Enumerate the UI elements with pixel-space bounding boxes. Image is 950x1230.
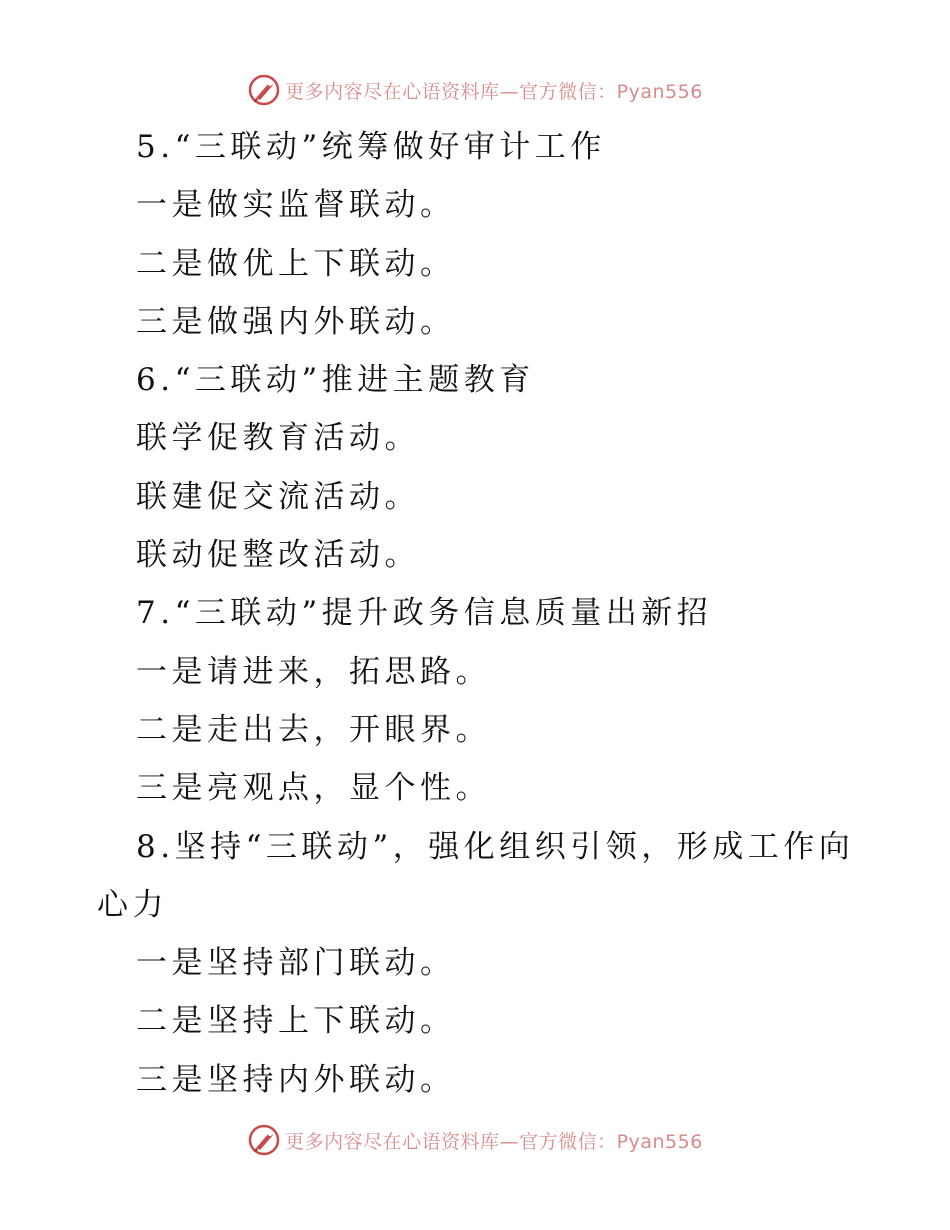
list-item: 一是做实监督联动。 <box>136 187 456 224</box>
watermark-text: 更多内容尽在心语资料库—官方微信：Pyan556 <box>285 1130 703 1153</box>
section-heading-8: 8.坚持“三联动”，强化组织引领，形成工作向 <box>136 828 855 865</box>
list-item: 三是做强内外联动。 <box>136 303 456 340</box>
section-heading-6: 6.“三联动”推进主题教育 <box>136 362 535 399</box>
list-item: 二是坚持上下联动。 <box>136 1003 456 1040</box>
list-item: 二是走出去，开眼界。 <box>136 711 491 748</box>
section-heading-5: 5.“三联动”统筹做好审计工作 <box>136 129 606 165</box>
footer-watermark <box>0 1120 950 1160</box>
document-body <box>0 118 950 1109</box>
watermark-text: 更多内容尽在心语资料库—官方微信：Pyan556 <box>285 80 703 103</box>
header-watermark <box>0 70 950 110</box>
pen-logo-icon <box>247 73 281 107</box>
list-item: 三是亮观点，显个性。 <box>136 770 491 807</box>
list-item: 联建促交流活动。 <box>136 478 420 515</box>
list-item: 三是坚持内外联动。 <box>136 1061 456 1098</box>
list-item: 二是做优上下联动。 <box>136 245 456 282</box>
list-item: 一是坚持部门联动。 <box>136 945 456 982</box>
list-item: 联动促整改活动。 <box>136 537 420 574</box>
pen-logo-icon <box>247 1123 281 1157</box>
list-item: 联学促教育活动。 <box>136 420 420 457</box>
section-heading-8-continued: 心力 <box>97 886 168 923</box>
section-heading-7: 7.“三联动”提升政务信息质量出新招 <box>136 595 713 632</box>
list-item: 一是请进来，拓思路。 <box>136 653 491 690</box>
